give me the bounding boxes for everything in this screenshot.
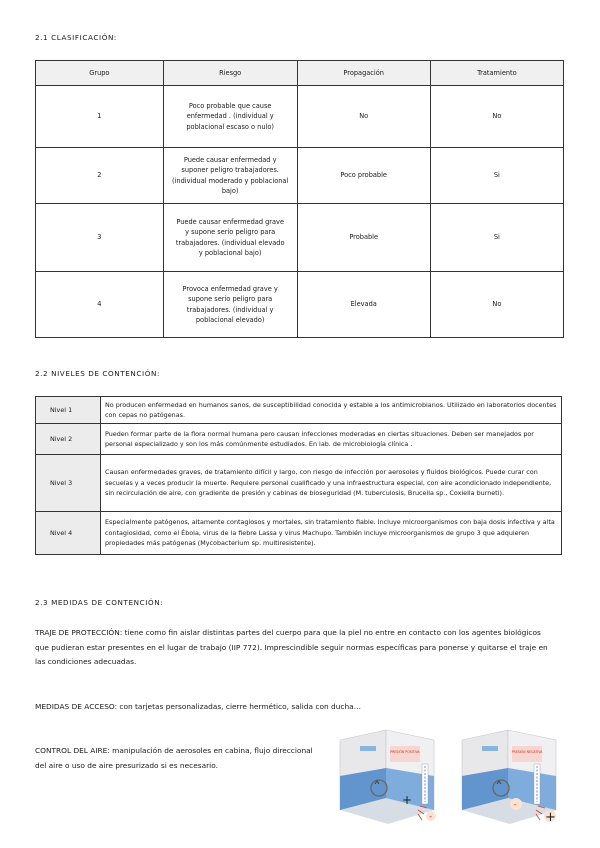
classification-table	[35, 60, 564, 338]
paragraph-acceso: MEDIDAS DE ACCESO: con tarjetas personalizadas, cierre hermético, salida con ducha…	[35, 702, 362, 711]
paragraph-traje: TRAJE DE PROTECCIÓN: tiene como fin aislar distintas partes del cuerpo para que la piel no entre en contacto con los agentes biológicos que pudieran estar presentes en el lugar de trabajo (IIP 772). Imprescindible seguir normas específicas para ponerse y quitarse el traje en las condiciones adecuadas.	[35, 628, 548, 666]
table-row	[36, 272, 564, 338]
level-description: Causan enfermedades graves, de tratamiento difícil y largo, con riesgo de infección por aerosoles y fluidos biológicos. Puede curar con secuelas y a veces producir la muerte. Requiere personal cualificado y una infraestructura especial, con aire acondicionado independiente, sin recirculación de aire, con gradiente de presión y cabinas de bioseguridad (M. tuberculosis, Brucella sp., Coxiella burneti).	[101, 455, 562, 512]
cell-grupo: 3	[36, 204, 164, 272]
plus-sign: +	[545, 810, 556, 825]
cell-tratamiento: No	[430, 86, 563, 148]
cell-tratamiento: Si	[430, 204, 563, 272]
level-name: Nivel 1	[36, 397, 101, 424]
table-row	[36, 86, 564, 148]
negative-pressure-room-illustration	[452, 726, 564, 826]
table-row	[36, 397, 562, 424]
section-title-niveles: 2.2 NIVELES DE CONTENCIÓN:	[35, 369, 160, 378]
cell-grupo: 2	[36, 148, 164, 204]
cell-riesgo: Puede causar enfermedad y suponer peligro trabajadores. (individual moderado y poblacional bajo)	[163, 148, 297, 204]
table-row	[36, 424, 562, 455]
level-description: Especialmente patógenos, altamente contagiosos y mortales, sin tratamiento fiable. Incluye microorganismos con baja dosis infectiva y alta contagiosidad, como el Ébola, virus de la fiebre Lassa y virus Machupo. También incluye microorganismos de grupo 3 que adquieren propiedades más patógenas (Mycobacterium sp. multiresistente).	[101, 512, 562, 555]
header-tratamiento: Tratamiento	[430, 61, 563, 86]
level-description: Pueden formar parte de la flora normal humana pero causan infecciones moderadas en ciertas situaciones. Deben ser manejados por personal especializado y son los más comúnmente estudiados. En lab. de microbiología clínica .	[101, 424, 562, 455]
cell-propagacion: Elevada	[297, 272, 430, 338]
header-propagacion: Propagación	[297, 61, 430, 86]
table-row	[36, 204, 564, 272]
containment-levels-table	[35, 396, 562, 555]
cell-riesgo: Provoca enfermedad grave y supone serio peligro para trabajadores. (individual y poblacional elevado)	[163, 272, 297, 338]
section-title-clasificacion: 2.1 CLASIFICACIÓN:	[35, 33, 117, 42]
section-title-medidas: 2.3 MEDIDAS DE CONTENCIÓN:	[35, 598, 164, 607]
table-header-row	[36, 61, 564, 86]
header-grupo: Grupo	[36, 61, 164, 86]
paragraph-aire: CONTROL DEL AIRE: manipulación de aerosoles en cabina, flujo direccional del aire o uso de aire presurizado si es necesario.	[35, 746, 313, 770]
minus-sign: -	[513, 800, 517, 810]
table-row	[36, 455, 562, 512]
minus-sign: -	[429, 812, 433, 822]
cell-grupo: 4	[36, 272, 164, 338]
level-name: Nivel 4	[36, 512, 101, 555]
positive-pressure-room-illustration	[330, 726, 442, 826]
cell-propagacion: Probable	[297, 204, 430, 272]
table-row	[36, 512, 562, 555]
cell-propagacion: Poco probable	[297, 148, 430, 204]
table-row	[36, 148, 564, 204]
level-name: Nivel 2	[36, 424, 101, 455]
cell-tratamiento: Si	[430, 148, 563, 204]
cell-riesgo: Puede causar enfermedad grave y supone serio peligro para trabajadores. (individual elevado y poblacional bajo)	[163, 204, 297, 272]
cell-tratamiento: No	[430, 272, 563, 338]
plus-sign: +	[402, 793, 413, 807]
header-riesgo: Riesgo	[163, 61, 297, 86]
level-description: No producen enfermedad en humanos sanos, de susceptibilidad conocida y estable a los antimicrobianos. Utilizado en laboratorios docentes con cepas no patógenas.	[101, 397, 562, 424]
cell-propagacion: No	[297, 86, 430, 148]
diagram-label: PRESIÓN NEGATIVA	[511, 750, 543, 754]
cell-grupo: 1	[36, 86, 164, 148]
diagram-label: PRESIÓN POSITIVA	[390, 750, 420, 754]
level-name: Nivel 3	[36, 455, 101, 512]
cell-riesgo: Poco probable que cause enfermedad . (individual y poblacional escaso o nulo)	[163, 86, 297, 148]
